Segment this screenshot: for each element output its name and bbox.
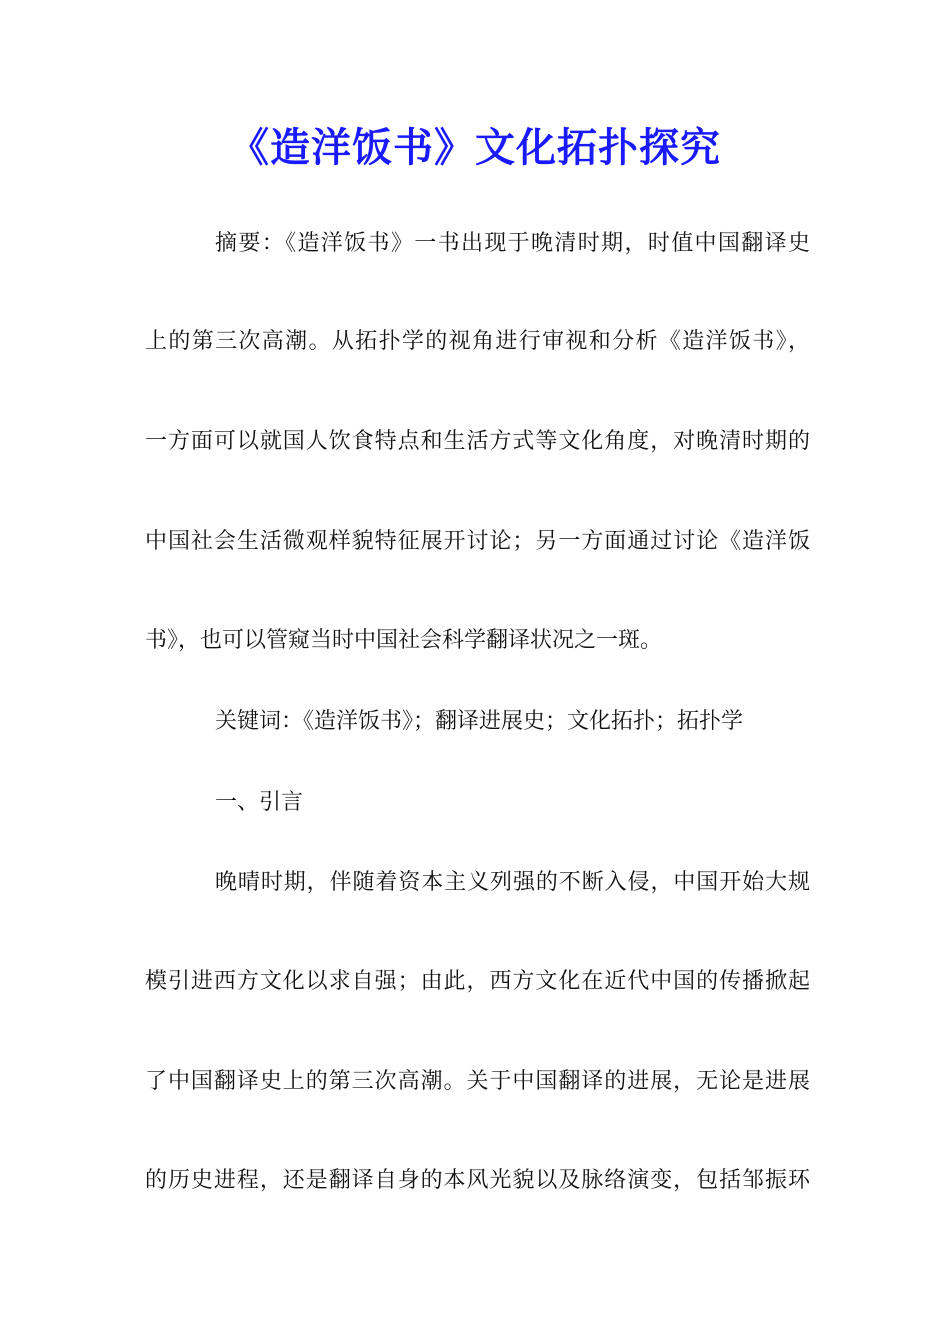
keywords-line: 关键词：《造洋饭书》；翻译进展史；文化拓扑；拓扑学 bbox=[215, 709, 744, 734]
abstract-line-3: 一方面可以就国人饮食特点和生活方式等文化角度，对晚清时期的 bbox=[145, 429, 810, 454]
intro-line-2: 模引进西方文化以求自强；由此，西方文化在近代中国的传播掀起 bbox=[145, 969, 810, 994]
intro-line-4: 的历史进程，还是翻译自身的本风光貌以及脉络演变，包括邹振环 bbox=[145, 1168, 810, 1193]
abstract-line-4: 中国社会生活微观样貌特征展开讨论；另一方面通过讨论《造洋饭 bbox=[145, 529, 810, 554]
intro-line-1: 晚晴时期，伴随着资本主义列强的不断入侵，中国开始大规 bbox=[215, 870, 810, 895]
abstract-line-5: 书》，也可以管窥当时中国社会科学翻译状况之一斑。 bbox=[145, 628, 663, 653]
abstract-line-1: 摘要：《造洋饭书》一书出现于晚清时期，时值中国翻译史 bbox=[215, 231, 810, 256]
document-title: 《造洋饭书》文化拓扑探究 bbox=[229, 124, 721, 171]
intro-line-3: 了中国翻译史上的第三次高潮。关于中国翻译的进展，无论是进展 bbox=[145, 1069, 810, 1094]
section-heading: 一、引言 bbox=[215, 790, 304, 815]
abstract-line-2: 上的第三次高潮。从拓扑学的视角进行审视和分析《造洋饭书》， bbox=[145, 329, 810, 354]
